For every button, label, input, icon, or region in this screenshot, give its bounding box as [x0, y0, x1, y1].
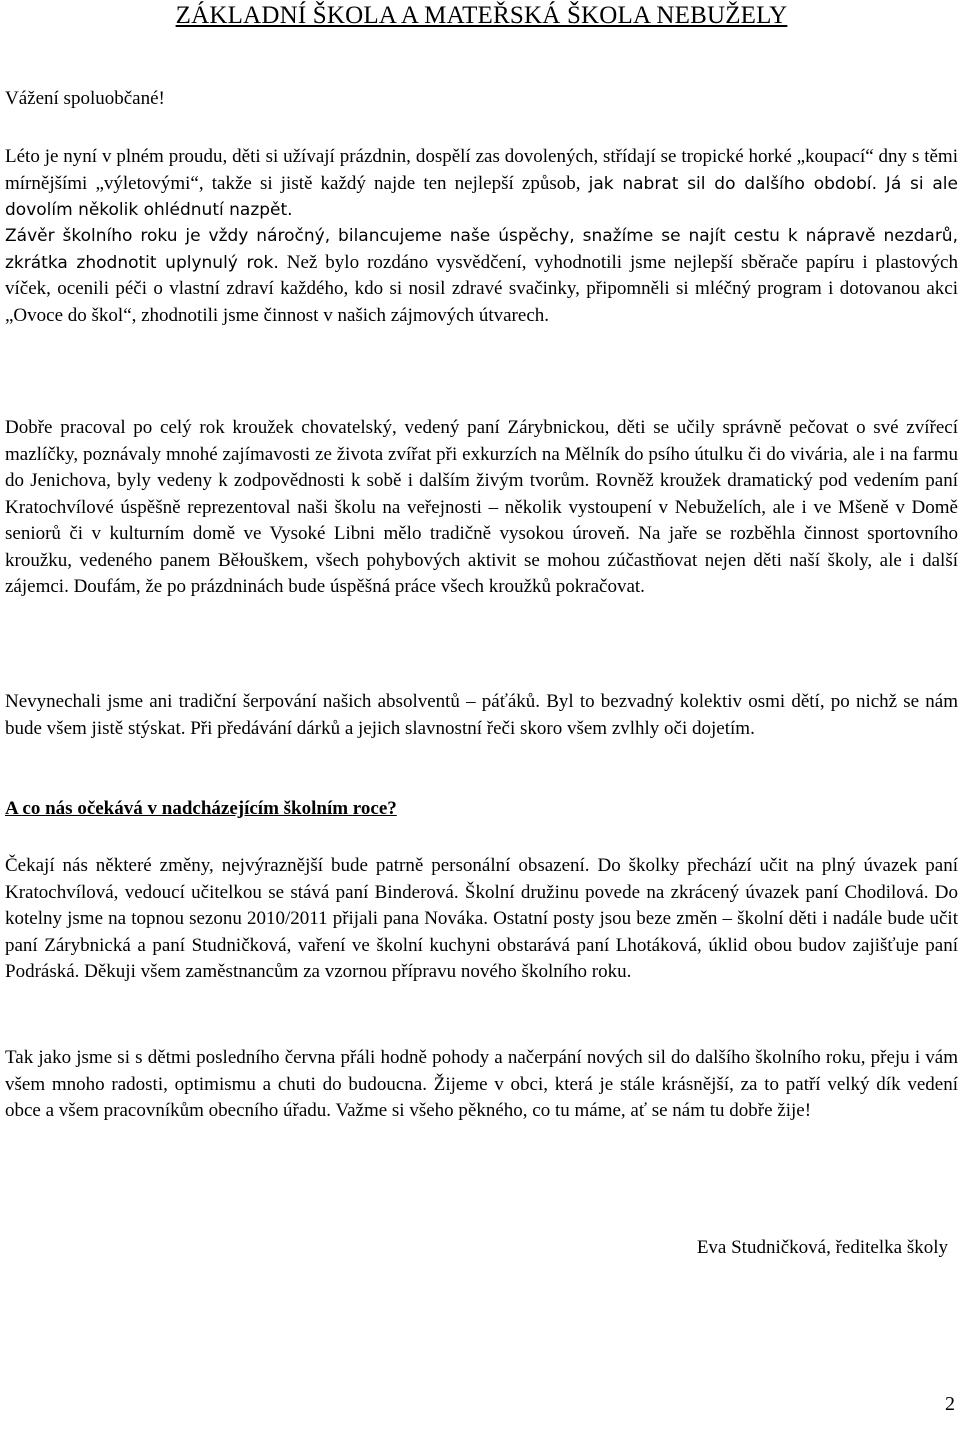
paragraph-clubs: Dobře pracoval po celý rok kroužek chovatelský, vedený paní Zárybnickou, děti se učily správně pečovat o své zvířecí mazlíčky, poznávaly mnohé zajímavosti ze života zvířat při exkurzích na Mělník do psího útulku či do vivária, ale i na farmu do Jenichova, byly vedeny k zodpovědnosti k sobě i dalším živým tvorům. Rovněž kroužek dramatický pod vedením paní Kratochvílové úspěšně reprezentoval naši školu na veřejnosti – několik vystoupení v Nebuželích, ale i ve Mšeně v Domě seniorů či v kulturním domě ve Vysoké Libni mělo tradičně vysokou úroveň. Na jaře se rozběhla činnost sportovního kroužku, vedeného panem Běłouškem, všech pohybových aktivit se mohou zúčastňovat nejen děti naší školy, ale i další zájemci. Doufám, že po prázdninách bude úspěšná práce všech kroužků pokračovat. — [5, 417, 958, 597]
paragraph-summer-sans: jak nabrat sil do dalšího období. Já si ale dovolím několik ohlédnutí nazpět. — [5, 173, 958, 220]
paragraph-changes: Čekají nás některé změny, nejvýraznější bude patrně personální obsazení. Do školky přechází učit na plný úvazek paní Kratochvílová, vedoucí učitelkou se stává paní Binderová. Školní družinu povede na zkrácený úvazek paní Chodilová. Do kotelny jsme na topnou sezonu 2010/2011 přijali pana Nováka. Ostatní posty jsou beze změn – školní děti i nadále bude učit paní Zárybnická a paní Studničková, vaření ve školní kuchyni obstarává paní Lhotáková, úklid obou budov zajišťuje paní Podráská. Děkuji všem zaměstnancům za vzornou přípravu nového školního roku. — [5, 855, 958, 982]
paragraph-graduates: Nevynechali jsme ani tradiční šerpování našich absolventů – páťáků. Byl to bezvadný kolektiv osmi dětí, po nichž se nám bude všem jistě stýskat. Při předávání dárků a jejich slavnostní řeči skoro všem zvlhly oči dojetím. — [5, 691, 958, 739]
greeting: Vážení spoluobčané! — [5, 88, 165, 109]
page-title: ZÁKLADNÍ ŠKOLA A MATEŘSKÁ ŠKOLA NEBUŽELY — [175, 2, 788, 29]
paragraph-closing: Tak jako jsme si s dětmi posledního června přáli hodně pohody a načerpání nových sil do dalšího školního roku, přeju i vám všem mnoho radosti, optimismu a chuti do budoucna. Žijeme v obci, která je stále krásnější, za to patří velký dík vedení obce a všem pracovníkům obecního úřadu. Važme si všeho pěkného, co tu máme, ať se nám tu dobře žije! — [5, 1047, 958, 1121]
paragraph-school-year-end-sans: Závěr školního roku je vždy náročný, bilancujeme naše úspěchy, snažíme se najít cestu k nápravě nezdarů, zkrátka zhodnotit uplynulý rok. — [5, 226, 958, 273]
paragraph-summer-serif: Léto je nyní v plném proudu, děti si užívají prázdnin, dospělí zas dovolených, střídají se tropické horké „koupací“ dny s těmi mírnějšími „výletovými“, takže si jistě každý najde ten nejlepší způsob, — [5, 146, 958, 194]
page-number: 2 — [945, 1393, 955, 1415]
paragraph-school-year-end — [5, 223, 958, 329]
signature: Eva Studničková, ředitelka školy — [696, 1237, 948, 1258]
section-heading: A co nás očekává v nadcházejícím školním roce? — [5, 798, 397, 819]
paragraph-school-year-end-serif: Než bylo rozdáno vysvědčení, vyhodnotili jsme nejlepší sběrače papíru i plastových víček, ocenili péči o vlastní zdraví každého, kdo si nosil zdravé svačinky, připomněli si mléčný program i dotovanou akci „Ovoce do škol“, zhodnotili jsme činnost v našich zájmových útvarech. — [5, 251, 958, 326]
paragraph-summer — [5, 144, 958, 224]
